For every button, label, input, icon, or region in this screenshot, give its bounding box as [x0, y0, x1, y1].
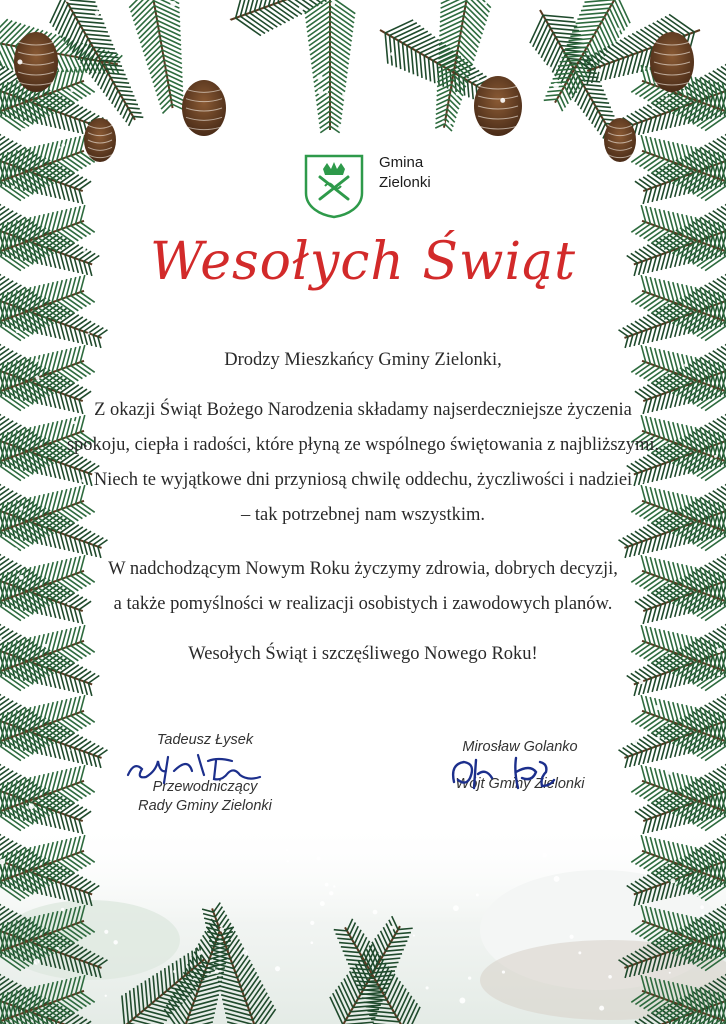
paragraph-1-line: Z okazji Świąt Bożego Narodzenia składamy najserdeczniejsze życzenia	[94, 400, 632, 420]
fir-branch	[305, 0, 356, 133]
paragraph-1	[60, 393, 666, 533]
handwritten-signature	[442, 752, 592, 794]
signatory-role: Wójt Gminy Zielonki	[455, 776, 585, 792]
signatory-name: Mirosław Golanko	[462, 739, 578, 755]
fir-branch	[221, 0, 390, 44]
signatory-role: Przewodniczący	[152, 779, 258, 795]
fir-branch	[630, 126, 726, 216]
greeting: Drodzy Mieszkańcy Gminy Zielonki,	[224, 350, 502, 370]
signatory-name: Tadeusz Łysek	[156, 732, 254, 748]
logo-line2: Zielonki	[379, 174, 431, 191]
logo-wordmark	[379, 153, 431, 193]
handwritten-signature	[120, 749, 300, 789]
paragraph-1-line: spokoju, ciepła i radości, które płyną ze wspólnego świętowania z najbliższymi.	[66, 435, 660, 455]
signature-block-right	[420, 738, 620, 794]
closing-wish: Wesołych Świąt i szczęśliwego Nowego Roku!	[188, 644, 538, 664]
paragraph-1-line: Niech te wyjątkowe dni przyniosą chwilę oddechu, życzliwości i nadziei	[93, 470, 633, 490]
fir-branch	[531, 0, 642, 118]
signatory-role: Rady Gminy Zielonki	[138, 798, 272, 814]
fir-branch	[0, 126, 96, 216]
gmina-zielonki-logo	[303, 153, 443, 219]
page-title: Wesołych Świąt	[149, 232, 576, 292]
coat-of-arms-icon	[303, 153, 365, 219]
signature-block-left	[100, 731, 310, 816]
paragraph-2-line: W nadchodzącym Nowym Roku życzymy zdrowia, dobrych decyzji,	[108, 559, 618, 579]
logo-line1: Gmina	[379, 154, 424, 171]
paragraph-2-line: a także pomyślności w realizacji osobistych i zawodowych planów.	[113, 594, 613, 614]
paragraph-2	[60, 552, 666, 622]
paragraph-1-line: – tak potrzebnej nam wszystkim.	[240, 505, 486, 525]
